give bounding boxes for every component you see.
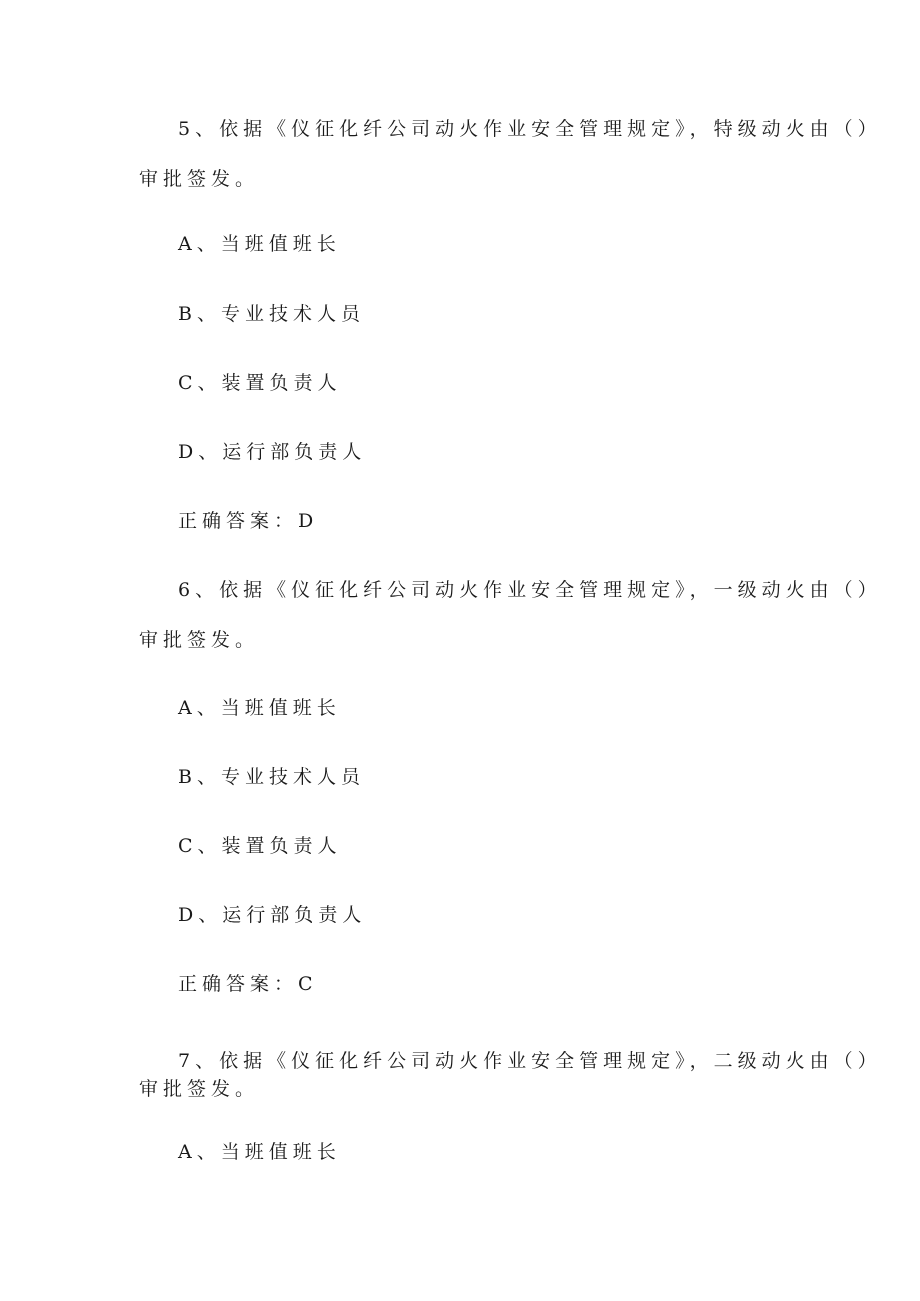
question-6-option-d: D、运行部负责人 xyxy=(178,904,367,926)
question-5-answer: 正确答案：D xyxy=(178,510,319,532)
question-5-option-a: A、当班值班长 xyxy=(178,233,341,255)
question-7-stem: 7、依据《仪征化纤公司动火作业安全管理规定》，二级动火由（） xyxy=(178,1050,882,1072)
question-6-answer: 正确答案：C xyxy=(178,973,318,995)
question-7-stem-cont: 审批签发。 xyxy=(139,1078,260,1100)
question-5-stem-cont: 审批签发。 xyxy=(139,168,260,190)
question-6-option-b: B、专业技术人员 xyxy=(178,766,365,788)
question-6-stem: 6、依据《仪征化纤公司动火作业安全管理规定》，一级动火由（） xyxy=(178,579,882,601)
question-6-option-c: C、装置负责人 xyxy=(178,835,342,857)
question-7-option-a: A、当班值班长 xyxy=(178,1141,341,1163)
question-6-stem-cont: 审批签发。 xyxy=(139,629,260,651)
question-6-option-a: A、当班值班长 xyxy=(178,697,341,719)
question-5-option-c: C、装置负责人 xyxy=(178,372,342,394)
question-5-stem: 5、依据《仪征化纤公司动火作业安全管理规定》，特级动火由（） xyxy=(178,118,882,140)
question-5-option-b: B、专业技术人员 xyxy=(178,303,365,325)
question-5-option-d: D、运行部负责人 xyxy=(178,441,367,463)
